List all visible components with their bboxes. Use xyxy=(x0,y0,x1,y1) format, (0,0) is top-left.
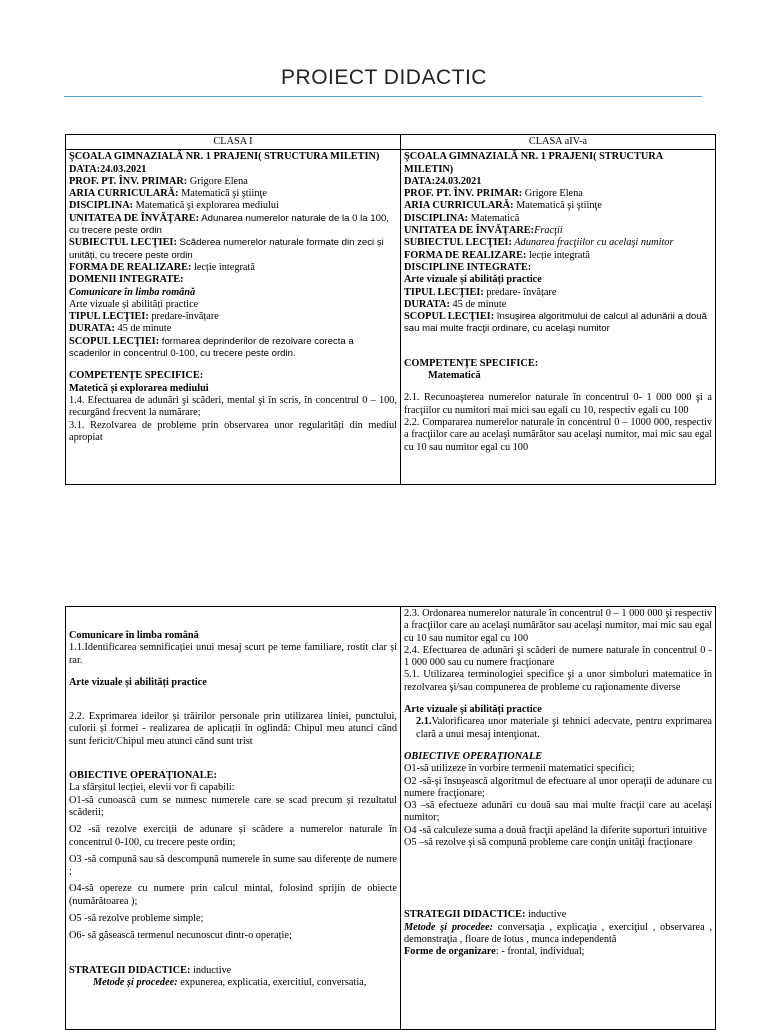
objectives-label: OBIECTIVE OPERAȚIONALE xyxy=(404,750,543,762)
class-4-continued-cell xyxy=(401,607,716,1030)
competence-item: 2.4. Efectuarea de adunări şi scăderi de numere naturale în concentrul 0 - 1 000 000 sau cu numere fracţionare xyxy=(404,644,712,669)
integrated-disciplines-label: DISCIPLINE INTEGRATE: xyxy=(404,261,532,273)
class-1-details-cell xyxy=(66,150,401,485)
form-line: FORMA DE REALIZARE: lecție integrată xyxy=(69,261,255,273)
methods-line: Metode şi procedee: conversaţia , explicaţia , exerciţiul , observarea , demonstraţia , floare de lotus , munca independentă xyxy=(404,921,712,945)
lesson-scope-line: SCOPUL LECŢIEI: formarea deprinderilor de rezolvare corecta a scaderilor in concentrul 0-100, cu trecere peste ordin. xyxy=(69,335,354,360)
competence-item: 1.1.Identificarea semnificației unui mesaj scurt pe teme familiare, rostit clar și rar. xyxy=(69,642,397,666)
objective-item: O2 -să rezolve exerciții de adunare și scădere a numerelor naturale în concentrul 0-100, cu trecere peste ordin; xyxy=(69,824,397,848)
column-header-class-4: CLASA aIV-a xyxy=(401,135,716,150)
competences-subject: Matetică și explorarea mediului xyxy=(69,382,209,394)
lesson-plan-table-1 xyxy=(65,134,716,485)
teacher-line: PROF. PT. ÎNV. PRIMAR: Grigore Elena xyxy=(404,188,583,200)
methods-line: Metode și procedee: expunerea, explicatia, exercitiul, conversatia, xyxy=(93,976,367,988)
duration-line: DURATA: 45 de minute xyxy=(69,323,172,335)
competence-item: 2.2. Compararea numerelor naturale în concentrul 0 – 1000 000, respectiv a fracţiilor care au acelaşi numărător sau acelaşi numitor, mai mic sau egal cu 10 sau numitor egal cu 100 xyxy=(404,416,712,453)
integrated-domain-communication: Comunicare în limba română xyxy=(69,286,196,298)
strategies-line: STRATEGII DIDACTICE: inductive xyxy=(404,909,567,921)
lesson-type-line: TIPUL LECŢIEI: predare-învățare xyxy=(69,311,219,323)
arts-label: Arte vizuale și abilități practice xyxy=(404,704,542,716)
objective-item: O4-să opereze cu numere prin calcul mintal, folosind sprijin de obiecte (numărătoarea ); xyxy=(69,883,397,907)
strategies-line: STRATEGII DIDACTICE: inductive xyxy=(69,964,232,976)
lesson-date: DATA:24.03.2021 xyxy=(69,163,147,175)
objective-item: O3 -să compună sau să descompună numerele în sume sau diferențe de numere ; xyxy=(69,853,397,878)
competence-item: 5.1. Utilizarea terminologiei specifice şi a unor simboluri matematice în rezolvarea şi/sau compunerea de probleme cu raţionamente diverse xyxy=(404,669,712,693)
integrated-domain-arts: Arte vizuale și abilități practice xyxy=(69,298,199,310)
discipline-line: DISCIPLINA: Matematică xyxy=(404,212,520,224)
competence-item: 2.1. Recunoaşterea numerelor naturale în concentrul 0- 1 000 000 şi a fracţiilor cu numitori mai mici sau egali cu 10, respectiv egali cu 100 xyxy=(404,392,712,416)
communication-label: Comunicare în limba română xyxy=(69,630,199,641)
form-line: FORMA DE REALIZARE: lecție integrată xyxy=(404,249,590,261)
competences-subject: Matematică xyxy=(428,370,481,382)
duration-line: DURATA: 45 de minute xyxy=(404,298,507,310)
objective-item: O4 -să calculeze suma a două fracţii apelând la diferite suporturi intuitive xyxy=(404,824,707,836)
school-name: ŞCOALA GIMNAZIALĂ NR. 1 PRAJENI( STRUCTURA MILETIN) xyxy=(404,151,663,175)
competence-item: 1.4. Efectuarea de adunări şi scăderi, mental şi în scris, în concentrul 0 – 100, recurgând frecvent la numărare; xyxy=(69,394,397,419)
organization-line: Forme de organizare: - frontal, individual; xyxy=(404,946,585,958)
lesson-scope-line: SCOPUL LECŢIEI: însuşirea algoritmului de calcul al adunării a două sau mai multe fracţii ordinare, cu acelaşi numitor xyxy=(404,311,707,335)
learning-unit-line: UNITATEA DE ÎNVĂŢARE: Adunarea numerelor naturale de la 0 la 100, cu trecere peste ordin xyxy=(69,212,389,237)
lesson-subject-line: SUBIECTUL LECŢIEI: Scăderea numerelor naturale formate din zeci și unități, cu trecere peste ordin xyxy=(69,237,384,261)
school-name: ŞCOALA GIMNAZIALĂ NR. 1 PRAJENI( STRUCTURA MILETIN) xyxy=(69,151,380,163)
learning-unit-line: UNITATEA DE ÎNVĂŢARE:Fracţii xyxy=(404,225,563,237)
objective-item: O5 -să rezolve probleme simple; xyxy=(69,913,204,925)
objective-item: O3 –să efectueze adunări cu două sau mai multe fracţii care au acelaşi numitor; xyxy=(404,800,712,824)
page-title: PROIECT DIDACTIC xyxy=(281,66,487,89)
objective-item: O1-să utilizeze în vorbire termenii matematici specifici; xyxy=(404,763,635,775)
competence-item: 2.1.Valorificarea unor materiale şi tehnici adecvate, pentru exprimarea clară a unui mesaj intenţionat. xyxy=(416,716,712,740)
objective-item: O1-să cunoască cum se numesc numerele care se scad precum și rezultatul scăderii; xyxy=(69,794,397,818)
objective-item: O2 -să-şi însuşească algoritmul de efectuare al unor operaţii de adunare cu numere fracţionare; xyxy=(404,775,712,799)
competences-label: COMPETENȚE SPECIFICE: xyxy=(69,370,204,382)
title-underline xyxy=(64,96,702,97)
objective-item: O5 –să rezolve şi să compună probleme care conţin unităţi fracţionare xyxy=(404,837,693,849)
teacher-line: PROF. PT. ÎNV. PRIMAR: Grigore Elena xyxy=(69,175,248,187)
column-header-class-1: CLASA I xyxy=(66,135,401,150)
arts-label: Arte vizuale și abilități practice xyxy=(69,676,207,688)
lesson-date: DATA:24.03.2021 xyxy=(404,175,482,187)
lesson-type-line: TIPUL LECŢIEI: predare- învățare xyxy=(404,286,557,298)
class-4-details-cell xyxy=(401,150,716,485)
lesson-plan-table-2 xyxy=(65,606,716,1030)
competence-item: 2.3. Ordonarea numerelor naturale în concentrul 0 – 1 000 000 şi respectiv a fracţiilor care au acelaşi numărător sau acelaşi numitor, mai mic sau egal cu 10 sau numitor egal cu 100 xyxy=(404,608,712,644)
lesson-subject-line: SUBIECTUL LECŢIEI: Adunarea fracţiilor cu acelaşi numitor xyxy=(404,237,674,249)
objectives-intro: La sfârșitul lecției, elevii vor fi capabili: xyxy=(69,782,235,794)
class-1-continued-cell xyxy=(66,607,401,1030)
competences-label: COMPETENȚE SPECIFICE: xyxy=(404,357,539,369)
objective-item: O6- să găsească termenul necunoscut dintr-o operație; xyxy=(69,930,292,942)
competence-item: 2.2. Exprimarea ideilor și trăirilor personale prin utilizarea liniei, punctului, culorii și formei - realizarea de aplicații în oglindă: Chipul meu atunci când sunt fericit/Chipul meu atunci când sunt trist xyxy=(69,711,397,747)
curricular-area-line: ARIA CURRICULARĂ: Matematică şi ştiinţe xyxy=(69,188,267,200)
curricular-area-line: ARIA CURRICULARĂ: Matematică şi ştiinţe xyxy=(404,200,602,212)
competence-item: 3.1. Rezolvarea de probleme prin observarea unor regularități din mediul apropiat xyxy=(69,419,397,443)
integrated-discipline-arts: Arte vizuale și abilități practice xyxy=(404,274,542,286)
objectives-label: OBIECTIVE OPERAȚIONALE: xyxy=(69,770,217,782)
discipline-line: DISCIPLINA: Matematică şi explorarea mediului xyxy=(69,200,279,212)
integrated-domains-label: DOMENII INTEGRATE: xyxy=(69,274,184,286)
